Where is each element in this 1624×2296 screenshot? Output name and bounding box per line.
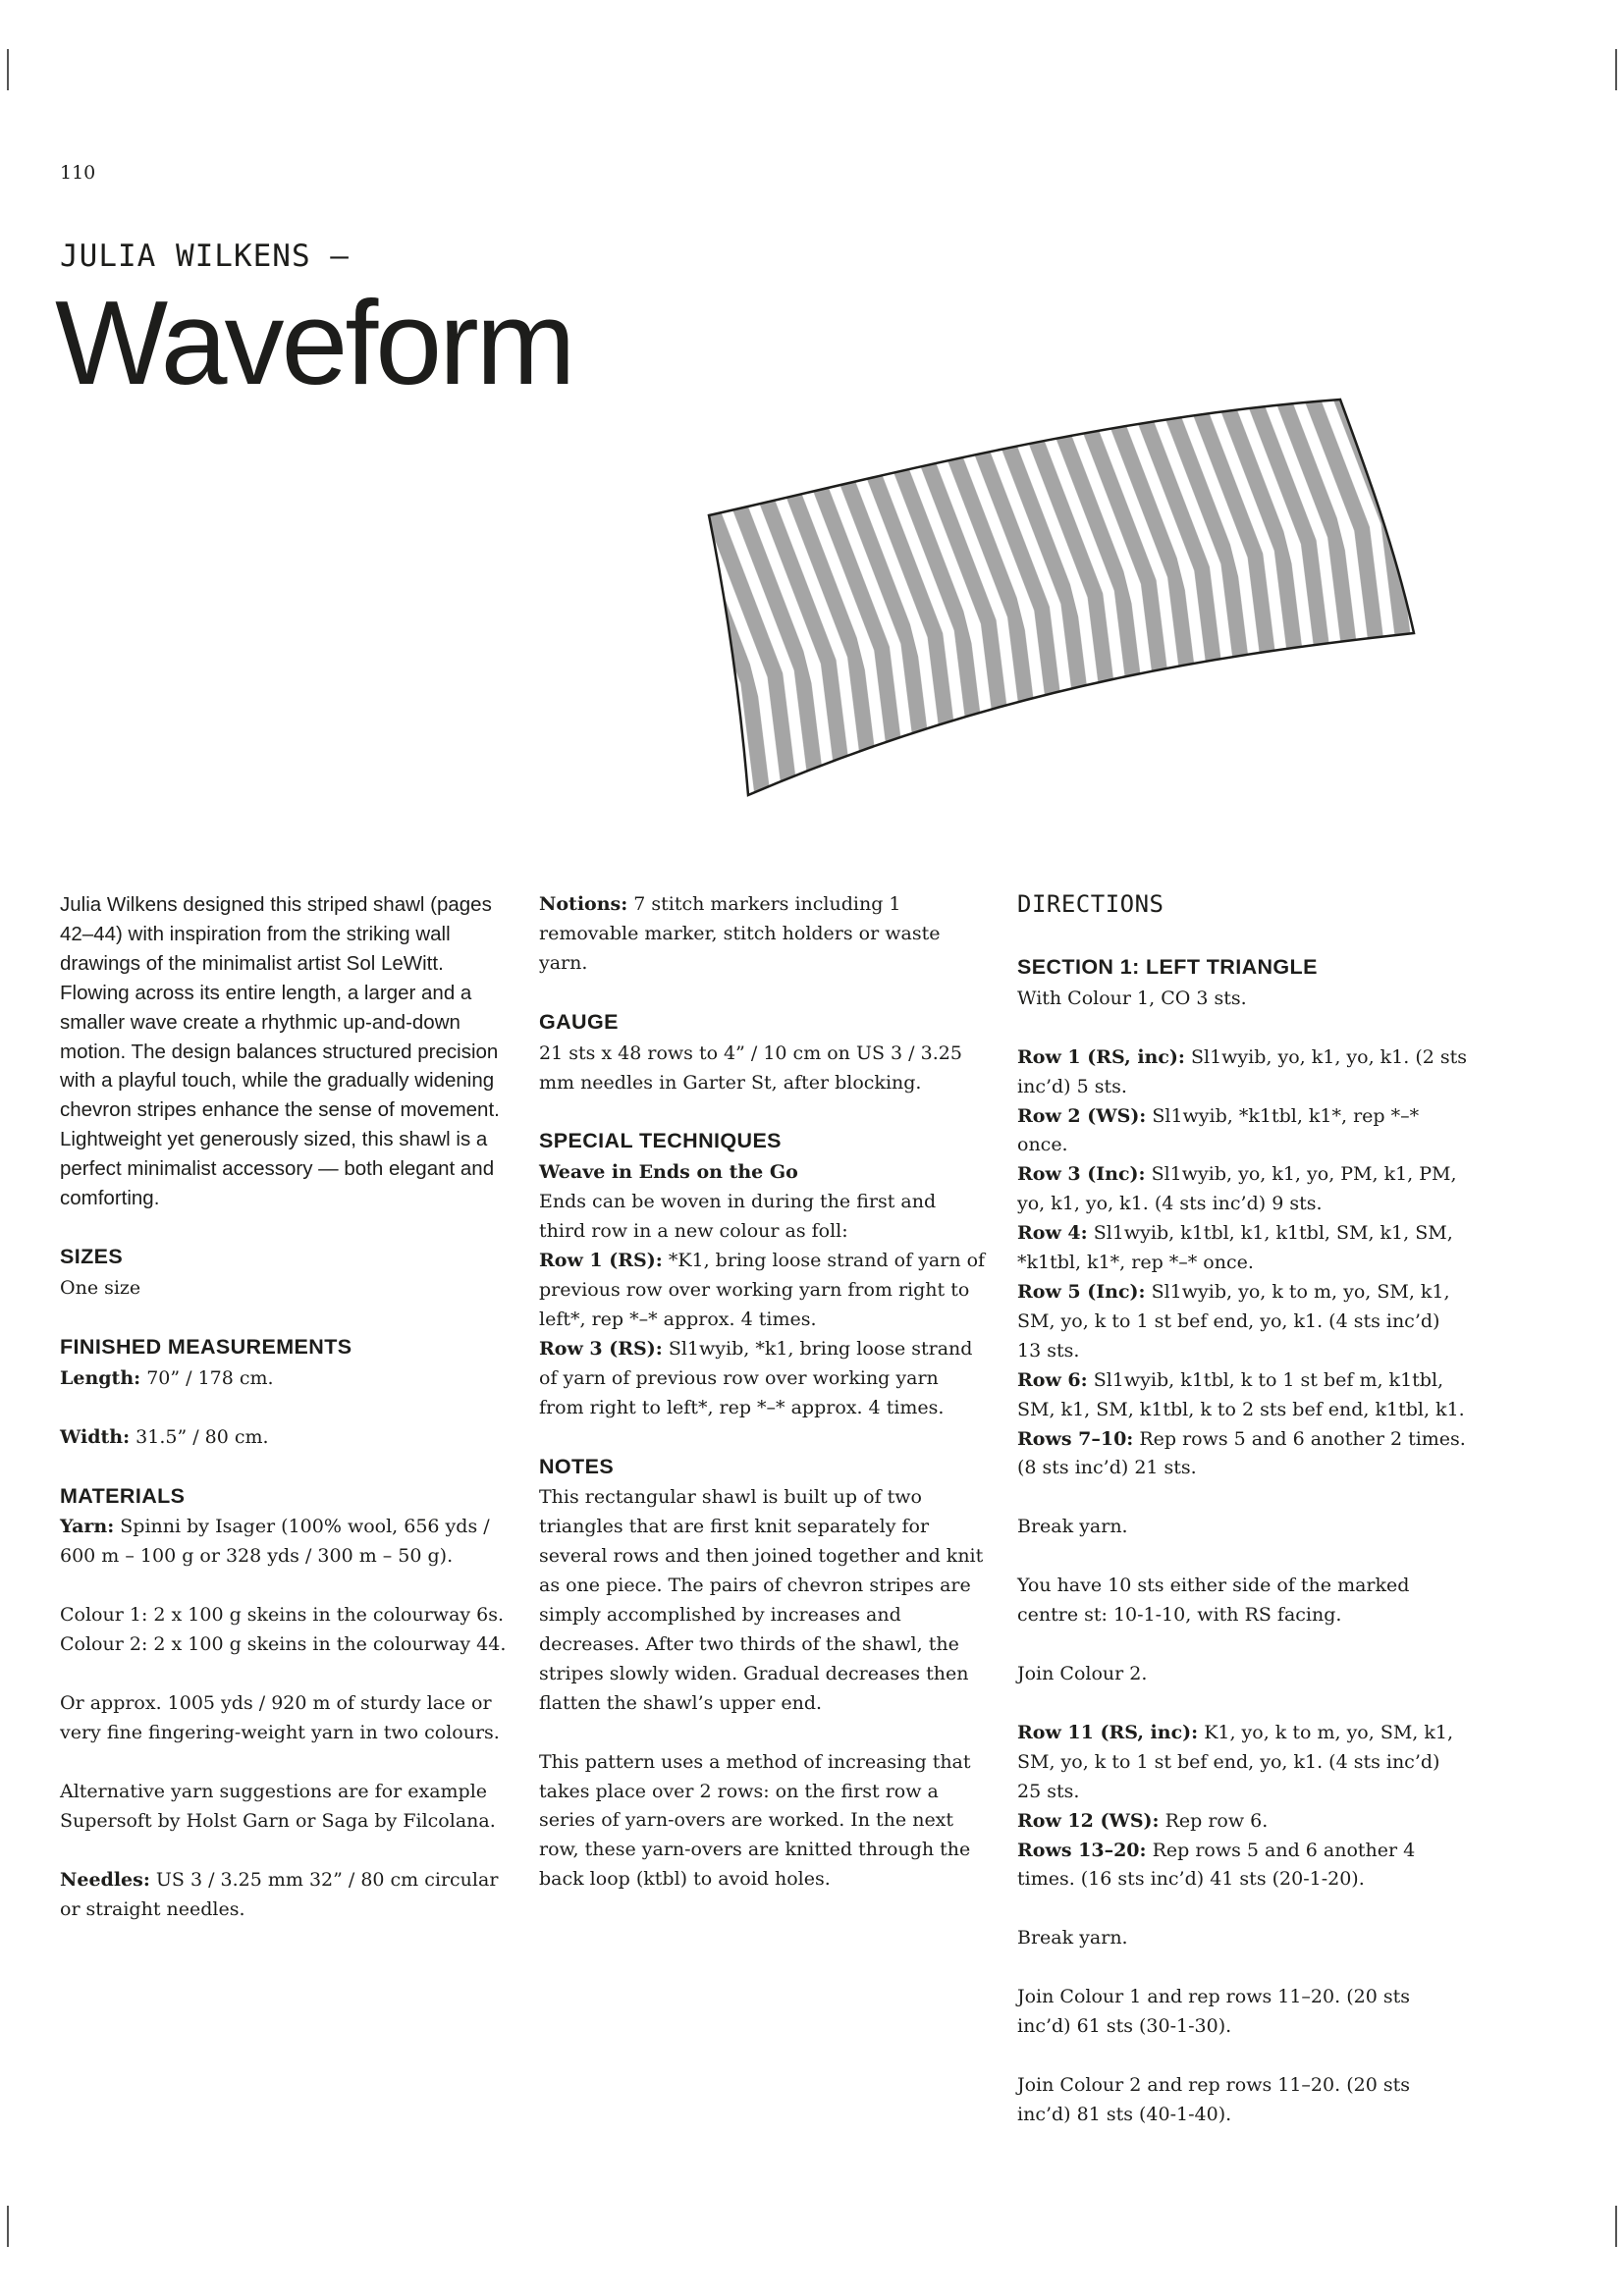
- yarn-label: Yarn:: [60, 1516, 115, 1538]
- rows-13-20-text: Rep rows 5 and 6 another 4 times. (16 sts inc’d) 41 sts (20-1-20).: [1017, 1839, 1416, 1891]
- row-6-label: Row 6:: [1017, 1368, 1088, 1391]
- weave-row-1-label: Row 1 (RS):: [539, 1250, 663, 1272]
- join-colour-1-repeat: Join Colour 1 and rep rows 11–20. (20 sts inc’d) 61 sts (30-1-30).: [1017, 1986, 1410, 2038]
- column-notes: [539, 890, 987, 1895]
- weave-in-ends-text: Ends can be woven in during the first and third row in a new colour as foll:: [539, 1191, 937, 1243]
- weave-row-3-text: Sl1wyib, *k1, bring loose strand of yarn of previous row over working yarn from right to left*, rep *–* approx. 4 times.: [539, 1337, 973, 1418]
- rows-13-20-label: Rows 13–20:: [1017, 1839, 1147, 1861]
- row-12: [1017, 1807, 1469, 1837]
- length-line: [60, 1364, 512, 1394]
- approx-yarn-line: Or approx. 1005 yds / 920 m of sturdy lace or very fine fingering-weight yarn in two colours.: [60, 1692, 500, 1743]
- row-4-text: Sl1wyib, k1tbl, k1, k1tbl, SM, k1, SM, *k1tbl, k1*, rep *–* once.: [1017, 1222, 1453, 1274]
- row-1: [1017, 1043, 1469, 1102]
- row-6: [1017, 1366, 1469, 1425]
- width-label: Width:: [60, 1425, 131, 1448]
- page-title: Waveform: [55, 276, 573, 409]
- weave-row-1-text: *K1, bring loose strand of yarn of previous row over working yarn from right to left*, rep *–* approx. 4 times.: [539, 1250, 986, 1330]
- row-12-label: Row 12 (WS):: [1017, 1809, 1160, 1832]
- row-3-text: Sl1wyib, yo, k1, yo, PM, k1, PM, yo, k1, yo, k1. (4 sts inc’d) 9 sts.: [1017, 1163, 1457, 1215]
- notes-paragraph-1: This rectangular shawl is built up of two triangles that are first knit separately for several rows and then joined together and knit as one piece. The pairs of chevron stripes are simply accomplished by increases and decreases. After two thirds of the shawl, the stripes slowly widen. Gradual decreases then flatten the shawl’s upper end.: [539, 1486, 984, 1714]
- cast-on-line: With Colour 1, CO 3 sts.: [1017, 987, 1247, 1009]
- needles-line: [60, 1866, 512, 1925]
- special-techniques-heading: SPECIAL TECHNIQUES: [539, 1129, 782, 1153]
- weave-row-3-label: Row 3 (RS):: [539, 1337, 663, 1360]
- length-label: Length:: [60, 1366, 141, 1389]
- row-2: [1017, 1102, 1469, 1161]
- section-1-heading: SECTION 1: LEFT TRIANGLE: [1017, 954, 1318, 979]
- colour-1-line: Colour 1: 2 x 100 g skeins in the colourway 6s.: [60, 1604, 505, 1627]
- row-12-text: Rep row 6.: [1159, 1809, 1269, 1832]
- row-1-label: Row 1 (RS, inc):: [1017, 1045, 1185, 1068]
- shawl-illustration: [687, 388, 1424, 810]
- weave-row-3: [539, 1335, 987, 1423]
- yarn-value: Spinni by Isager (100% wool, 656 yds / 600 m – 100 g or 328 yds / 300 m – 50 g).: [60, 1516, 490, 1568]
- row-5: [1017, 1278, 1469, 1366]
- join-colour-2: Join Colour 2.: [1017, 1663, 1148, 1685]
- length-value: 70” / 178 cm.: [140, 1366, 274, 1389]
- notions-value: 7 stitch markers including 1 removable marker, stitch holders or waste yarn.: [539, 893, 941, 974]
- notes-heading: NOTES: [539, 1454, 615, 1478]
- weave-in-ends-heading: Weave in Ends on the Go: [539, 1161, 798, 1184]
- crop-mark-top-left: [7, 49, 9, 90]
- break-yarn-2: Break yarn.: [1017, 1927, 1128, 1949]
- column-directions: [1017, 890, 1469, 2130]
- notions-line: [539, 890, 987, 979]
- sizes-text: One size: [60, 1276, 141, 1299]
- chevron-stripes: [687, 388, 1424, 810]
- row-11: [1017, 1719, 1469, 1807]
- gauge-heading: GAUGE: [539, 1009, 619, 1034]
- column-intro: [60, 890, 512, 1924]
- row-3-label: Row 3 (Inc):: [1017, 1163, 1146, 1186]
- row-1-text: Sl1wyib, yo, k1, yo, k1. (2 sts inc’d) 5 sts.: [1017, 1045, 1468, 1097]
- row-5-text: Sl1wyib, yo, k to m, yo, SM, k1, SM, yo, k to 1 st bef end, yo, k1. (4 sts inc’d) 13 sts.: [1017, 1280, 1450, 1362]
- materials-heading: MATERIALS: [60, 1483, 186, 1508]
- crop-mark-bottom-right: [1615, 2206, 1617, 2247]
- measurements-heading: FINISHED MEASUREMENTS: [60, 1334, 352, 1359]
- rows-13-20: [1017, 1837, 1469, 1896]
- row-4: [1017, 1219, 1469, 1278]
- weave-row-1: [539, 1247, 987, 1335]
- crop-mark-bottom-left: [7, 2206, 9, 2247]
- row-11-text: K1, yo, k to m, yo, SM, k1, SM, yo, k to 1 st bef end, yo, k1. (4 sts inc’d) 25 sts.: [1017, 1721, 1454, 1802]
- needles-label: Needles:: [60, 1868, 150, 1891]
- intro-paragraph: Julia Wilkens designed this striped shawl (pages 42–44) with inspiration from the striking wall drawings of the minimalist artist Sol LeWitt. Flowing across its entire length, a larger and a smaller wave create a rhythmic up-and-down motion. The design balances structured precision with a playful touch, while the gradually widening chevron stripes enhance the sense of movement. Lightweight yet generously sized, this shawl is a perfect minimalist accessory — both elegant and comforting.: [60, 893, 500, 1210]
- row-6-text: Sl1wyib, k1tbl, k to 1 st bef m, k1tbl, SM, k1, SM, k1tbl, k to 2 sts bef end, k1tbl, k1.: [1017, 1368, 1465, 1420]
- row-3: [1017, 1160, 1469, 1219]
- notions-label: Notions:: [539, 893, 628, 915]
- gauge-text: 21 sts x 48 rows to 4” / 10 cm on US 3 / 3.25 mm needles in Garter St, after blocking.: [539, 1041, 962, 1094]
- row-11-label: Row 11 (RS, inc):: [1017, 1721, 1199, 1743]
- rows-7-10-text: Rep rows 5 and 6 another 2 times. (8 sts inc’d) 21 sts.: [1017, 1427, 1466, 1479]
- row-2-label: Row 2 (WS):: [1017, 1104, 1147, 1127]
- crop-mark-top-right: [1615, 49, 1617, 90]
- width-line: [60, 1423, 512, 1453]
- sizes-heading: SIZES: [60, 1244, 124, 1268]
- author-name: JULIA WILKENS —: [60, 239, 350, 274]
- row-5-label: Row 5 (Inc):: [1017, 1280, 1146, 1303]
- yarn-line: [60, 1513, 512, 1572]
- colour-2-line: Colour 2: 2 x 100 g skeins in the colourway 44.: [60, 1633, 507, 1656]
- join-colour-2-repeat: Join Colour 2 and rep rows 11–20. (20 sts inc’d) 81 sts (40-1-40).: [1017, 2074, 1410, 2125]
- break-yarn-1: Break yarn.: [1017, 1516, 1128, 1538]
- directions-heading: DIRECTIONS: [1017, 890, 1164, 918]
- rows-7-10-label: Rows 7–10:: [1017, 1427, 1134, 1450]
- rows-7-10: [1017, 1425, 1469, 1484]
- needles-value: US 3 / 3.25 mm 32” / 80 cm circular or straight needles.: [60, 1868, 499, 1920]
- row-2-text: Sl1wyib, *k1tbl, k1*, rep *–* once.: [1017, 1104, 1420, 1156]
- stitch-count-note: You have 10 sts either side of the marked centre st: 10-1-10, with RS facing.: [1017, 1575, 1410, 1627]
- page-number: 110: [60, 162, 96, 184]
- width-value: 31.5” / 80 cm.: [130, 1425, 269, 1448]
- notes-paragraph-2: This pattern uses a method of increasing that takes place over 2 rows: on the first row a series of yarn-overs are worked. In the next row, these yarn-overs are knitted through the back loop (ktbl) to avoid holes.: [539, 1750, 971, 1891]
- alternative-yarn-line: Alternative yarn suggestions are for example Supersoft by Holst Garn or Saga by Filcolana.: [60, 1780, 496, 1832]
- row-4-label: Row 4:: [1017, 1222, 1088, 1245]
